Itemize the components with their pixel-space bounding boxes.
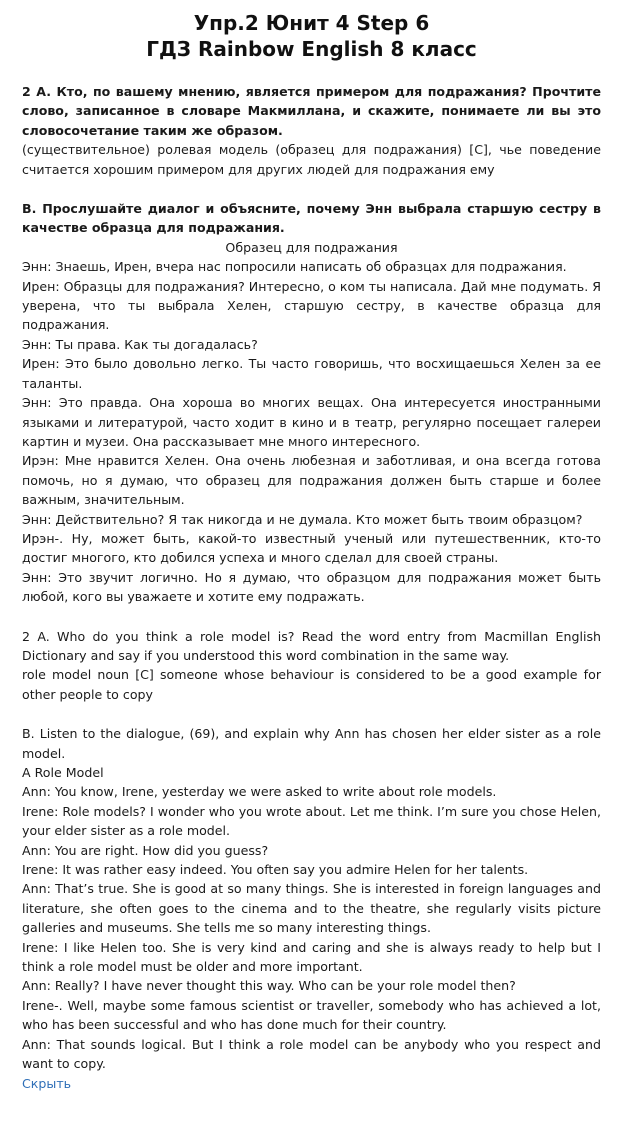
ru-dialogue-line: Энн: Ты права. Как ты догадалась? — [22, 336, 258, 352]
en-dialogue-line: Ann: You are right. How did you guess? — [22, 842, 269, 858]
spacer — [22, 607, 601, 627]
title-line-2: ГДЗ Rainbow English 8 класс — [146, 37, 477, 61]
ru-task-b: B. Прослушайте диалог и объясните, почему Энн выбрала старшую сестру в качестве образца для подражания. — [22, 201, 601, 236]
en-dialogue-line: Irene: I like Helen too. She is very kind and caring and she is always ready to help but I think a role model must be older and more important. — [22, 939, 601, 975]
ru-dialogue-line: Ирэн: Мне нравится Хелен. Она очень любезная и заботливая, и она всегда готова помочь, но я думаю, что образец для подражания должен быть старше и более важным, значительным. — [22, 453, 601, 508]
en-dialogue-line: Ann: Really? I have never thought this way. Who can be your role model then? — [22, 978, 516, 994]
ru-dialogue-line: Ирен: Это было довольно легко. Ты часто говоришь, что восхищаешься Хелен за ее таланты. — [22, 356, 601, 391]
page-title — [22, 10, 601, 62]
ru-dialogue-title: Образец для подражания — [225, 239, 398, 255]
en-definition: role model noun [C] someone whose behaviour is considered to be a good example for other people to copy — [22, 667, 601, 702]
ru-dialogue-line: Ирен: Образцы для подражания? Интересно, о ком ты написала. Дай мне подумать. Я уверена, что ты выбрала Хелен, старшую сестру, в качестве образца для подражания. — [22, 278, 601, 333]
en-task-a: 2 A. Who do you think a role model is? Read the word entry from Macmillan English Dictionary and say if you understood this word combination in the same way. — [22, 628, 601, 663]
en-dialogue-line: Irene: Role models? I wonder who you wrote about. Let me think. I’m sure you chose Helen, your elder sister as a role model. — [22, 803, 601, 839]
exercise-content — [22, 82, 601, 1093]
ru-dialogue-line: Энн: Это звучит логично. Но я думаю, что образцом для подражания может быть любой, кого вы уважаете и хотите ему подражать. — [22, 569, 601, 605]
en-dialogue-title: A Role Model — [22, 765, 104, 780]
en-dialogue-line: Ann: That sounds logical. But I think a role model can be anybody who you respect and want to copy. — [22, 1036, 601, 1072]
en-task-b: B. Listen to the dialogue, (69), and explain why Ann has chosen her elder sister as a role model. — [22, 726, 601, 761]
ru-dialogue-line: Ирэн-. Ну, может быть, какой-то известный ученый или путешественник, кто-то достиг многого, кто добился успеха и много сделал для своей страны. — [22, 530, 601, 566]
ru-definition: (существительное) ролевая модель (образец для подражания) [C], чье поведение считается хорошим примером для других людей для подражания ему — [22, 142, 601, 177]
ru-task-a: 2 A. Кто, по вашему мнению, является примером для подражания? Прочтите слово, записанное в словаре Макмиллана, и скажите, понимаете ли вы это словосочетание таким же образом. — [22, 84, 601, 138]
spacer — [22, 704, 601, 724]
title-line-1: Упр.2 Юнит 4 Step 6 — [193, 11, 430, 35]
en-dialogue-line: Ann: You know, Irene, yesterday we were asked to write about role models. — [22, 784, 497, 800]
ru-dialogue-line: Энн: Знаешь, Ирен, вчера нас попросили написать об образцах для подражания. — [22, 259, 567, 275]
ru-dialogue-line: Энн: Действительно? Я так никогда и не думала. Кто может быть твоим образцом? — [22, 511, 583, 527]
en-dialogue-line: Ann: That’s true. She is good at so many things. She is interested in foreign languages and literature, she often goes to the cinema and to the theatre, she regularly visits picture galleries and museums. She tells me so many interesting things. — [22, 881, 601, 936]
spacer — [22, 179, 601, 199]
en-dialogue-line: Irene: It was rather easy indeed. You often say you admire Helen for her talents. — [22, 862, 529, 878]
hide-link[interactable]: Скрыть — [22, 1075, 72, 1091]
ru-dialogue-line: Энн: Это правда. Она хороша во многих вещах. Она интересуется иностранными языками и литературой, часто ходит в кино и в театр, регулярно посещает галереи картин и музеи. Она рассказывает мне много интересного. — [22, 395, 601, 449]
en-dialogue-line: Irene-. Well, maybe some famous scientist or traveller, somebody who has achieved a lot, who has been successful and who has done much for their country. — [22, 997, 601, 1033]
